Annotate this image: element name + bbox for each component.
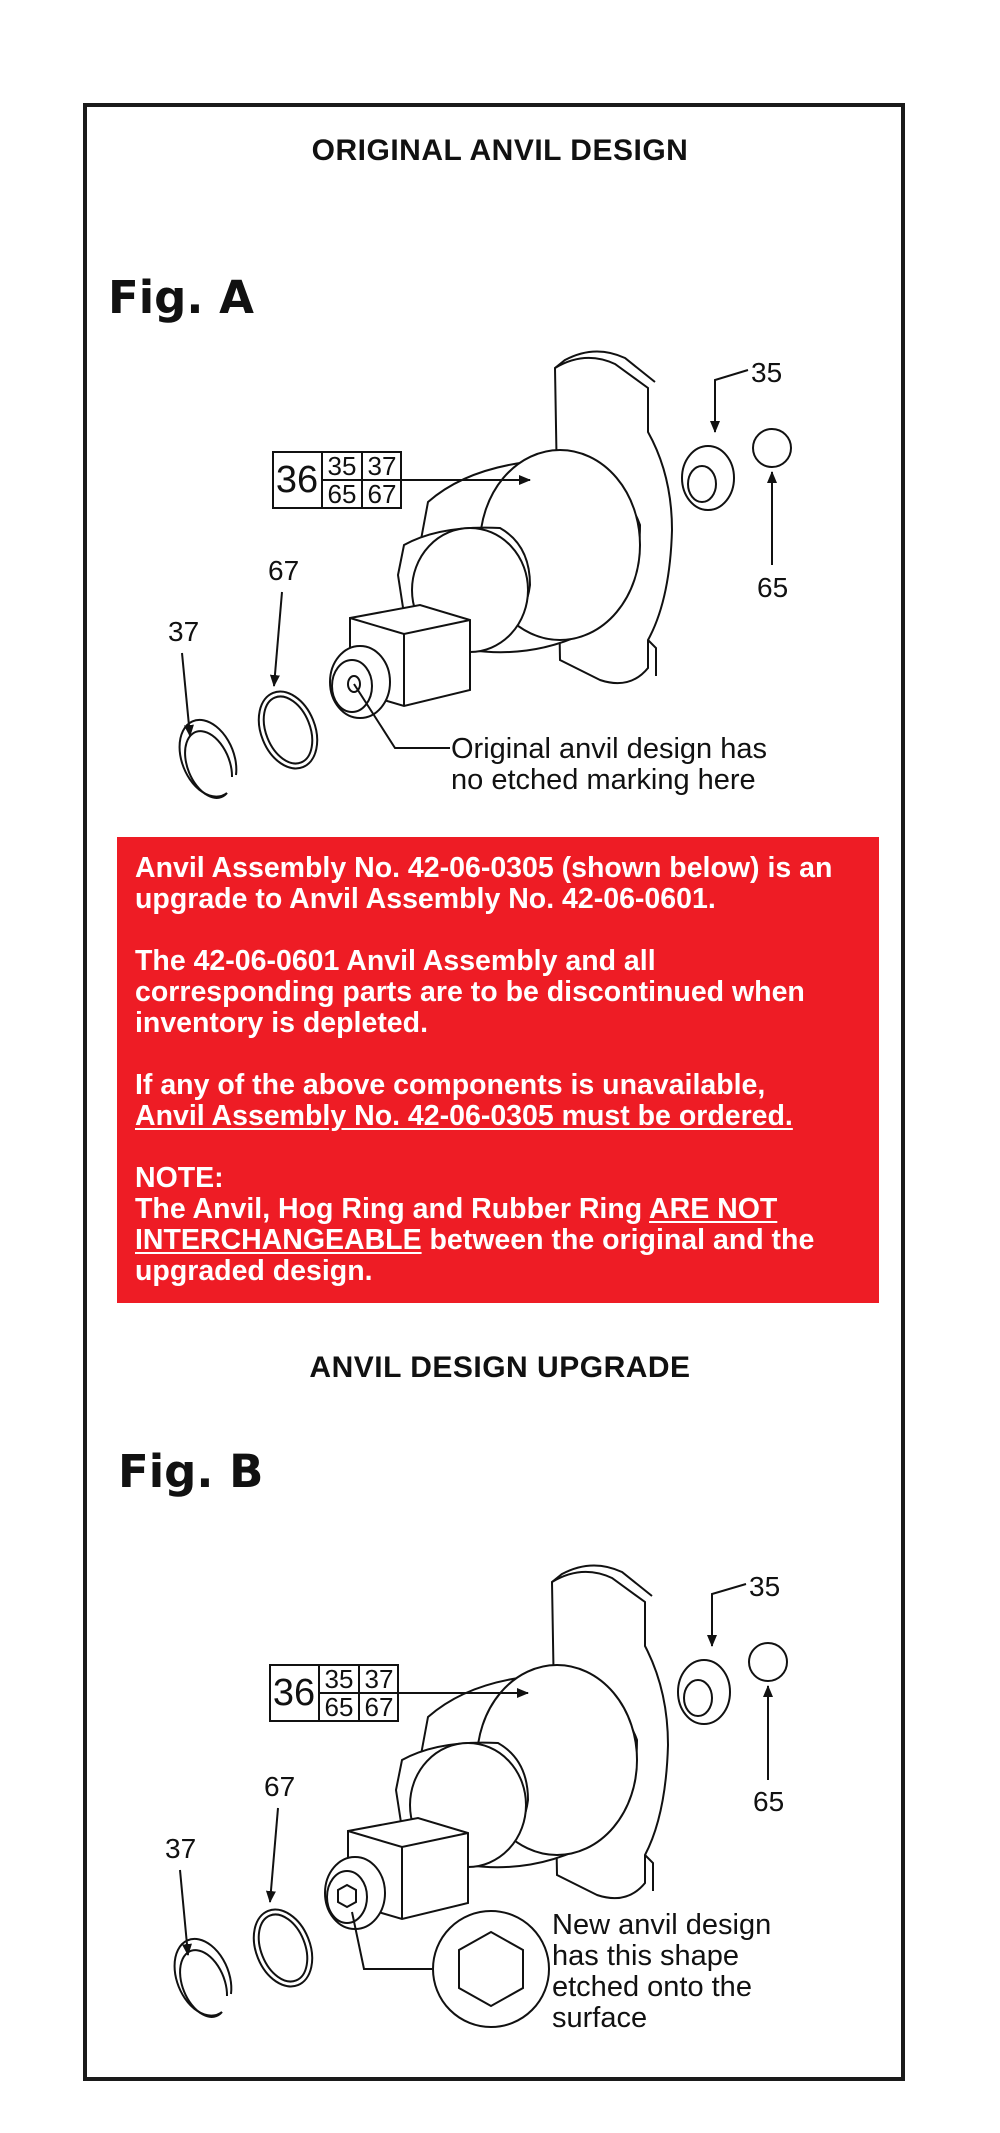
callout-65-b: 65 — [753, 1786, 785, 1817]
ball-part-b — [749, 1643, 787, 1681]
figure-b-heading: ANVIL DESIGN UPGRADE — [309, 1351, 691, 1384]
part-table-b-cell: 35 — [324, 1664, 354, 1694]
part-table-b-cell: 67 — [364, 1692, 394, 1722]
figure-a-label: Fig. A — [108, 271, 254, 324]
part-table-b-cell: 37 — [364, 1664, 394, 1694]
note-b-line3: etched onto the — [552, 1971, 752, 2003]
anvil-a — [327, 351, 672, 718]
figure-a-drawing — [0, 340, 1000, 810]
notice-paragraph-1: Anvil Assembly No. 42-06-0305 (shown below) is an upgrade to Anvil Assembly No. 42-06-0601. — [135, 852, 833, 915]
notice-note-text2: between the original and the upgraded design. — [135, 1224, 815, 1287]
part-table-a-cell: 35 — [327, 451, 357, 481]
ring-67-b — [243, 1901, 323, 1995]
notice-note-text1: The Anvil, Hog Ring and Rubber Ring — [135, 1193, 643, 1225]
ball-part-a — [753, 429, 791, 467]
figure-b-drawing — [0, 1540, 1000, 2040]
callout-67-b: 67 — [264, 1771, 296, 1802]
callout-67-a: 67 — [268, 555, 300, 586]
notice-note-underlined: ARE NOT INTERCHANGEABLE — [135, 1193, 778, 1256]
callout-37-b: 37 — [165, 1833, 197, 1864]
anvil-b — [325, 1565, 668, 1929]
part-table-a-cell: 67 — [367, 479, 397, 509]
notice-p3-underlined: Anvil Assembly No. 42-06-0305 must be ordered. — [135, 1100, 793, 1132]
notice-paragraph-3 — [135, 1070, 861, 1132]
notice-p3-text: If any of the above components is unavailable, — [135, 1069, 766, 1101]
notice-paragraph-2: The 42-06-0601 Anvil Assembly and all corresponding parts are to be discontinued when inventory is depleted. — [135, 945, 805, 1039]
callout-35-a: 35 — [751, 357, 783, 388]
ring-67-a — [248, 683, 328, 777]
figure-b-label: Fig. B — [118, 1445, 264, 1498]
part-table-a-cell: 65 — [327, 479, 357, 509]
note-b-line2: has this shape — [552, 1940, 740, 1972]
upgrade-notice — [117, 837, 879, 1303]
note-a-line2: no etched marking here — [451, 764, 756, 796]
part-table-a-cell: 37 — [367, 451, 397, 481]
notice-note-heading: NOTE: — [135, 1162, 224, 1194]
notice-note — [135, 1163, 861, 1287]
callout-65-a: 65 — [757, 572, 789, 603]
note-a-line1: Original anvil design has — [451, 733, 767, 765]
part-table-a-main: 36 — [275, 459, 319, 501]
note-b-line4: surface — [552, 2002, 648, 2034]
part-table-b-main: 36 — [272, 1672, 316, 1714]
callout-37-a: 37 — [168, 616, 200, 647]
figure-a-heading: ORIGINAL ANVIL DESIGN — [311, 134, 689, 167]
callout-35-b: 35 — [749, 1571, 781, 1602]
part-table-b-cell: 65 — [324, 1692, 354, 1722]
note-b-line1: New anvil design — [552, 1909, 772, 1941]
